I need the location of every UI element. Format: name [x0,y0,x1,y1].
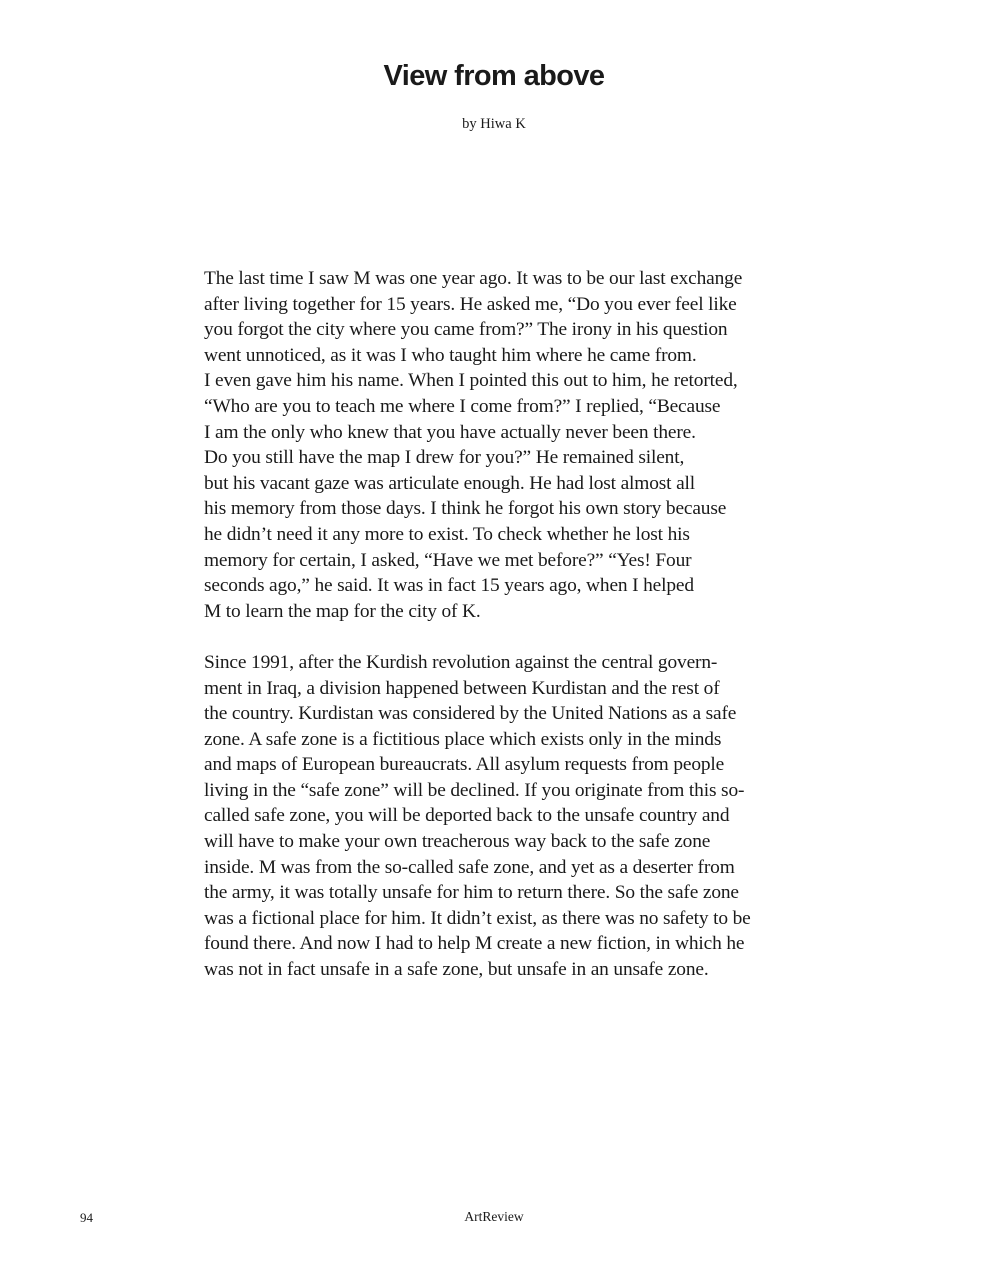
text-line: found there. And now I had to help M create a new fiction, in which he [204,933,745,955]
text-line: M to learn the map for the city of K. [204,600,481,622]
article-byline: by Hiwa K [462,116,526,132]
text-line: his memory from those days. I think he forgot his own story because [204,498,727,520]
text-line: seconds ago,” he said. It was in fact 15 years ago, when I helped [204,575,694,597]
text-line: was not in fact unsafe in a safe zone, but unsafe in an unsafe zone. [204,959,709,981]
publication-name: ArtReview [464,1209,524,1224]
text-line: the army, it was totally unsafe for him to return there. So the safe zone [204,882,739,904]
text-line: ment in Iraq, a division happened between Kurdistan and the rest of [204,677,720,699]
text-line: I even gave him his name. When I pointed this out to him, he retorted, [204,370,738,392]
text-line: Do you still have the map I drew for you?” He remained silent, [204,447,685,469]
text-line: you forgot the city where you came from?” The irony in his question [204,319,728,341]
text-line: zone. A safe zone is a fictitious place which exists only in the minds [204,728,722,750]
text-line: he didn’t need it any more to exist. To check whether he lost his [204,523,690,545]
text-line: went unnoticed, as it was I who taught him where he came from. [204,344,697,366]
paragraph-1 [204,266,804,624]
text-line: was a fictional place for him. It didn’t exist, as there was no safety to be [204,907,751,929]
text-line: “Who are you to teach me where I come from?” I replied, “Because [204,395,721,417]
text-line: inside. M was from the so-called safe zone, and yet as a deserter from [204,856,735,878]
text-line: the country. Kurdistan was considered by the United Nations as a safe [204,703,737,725]
text-line: and maps of European bureaucrats. All asylum requests from people [204,754,725,776]
article-body [204,266,804,983]
text-line: after living together for 15 years. He asked me, “Do you ever feel like [204,293,737,315]
text-line: memory for certain, I asked, “Have we met before?” “Yes! Four [204,549,692,571]
article-title: View from above [383,60,605,92]
page-number: 94 [80,1210,93,1225]
paragraph-2 [204,650,804,983]
text-line: but his vacant gaze was articulate enough. He had lost almost all [204,472,696,494]
text-line: I am the only who knew that you have actually never been there. [204,421,696,443]
text-line: will have to make your own treacherous way back to the safe zone [204,831,711,853]
text-line: called safe zone, you will be deported back to the unsafe country and [204,805,730,827]
text-line: The last time I saw M was one year ago. It was to be our last exchange [204,268,743,289]
text-line: Since 1991, after the Kurdish revolution against the central govern- [204,651,718,673]
text-line: living in the “safe zone” will be declined. If you originate from this so- [204,779,745,801]
